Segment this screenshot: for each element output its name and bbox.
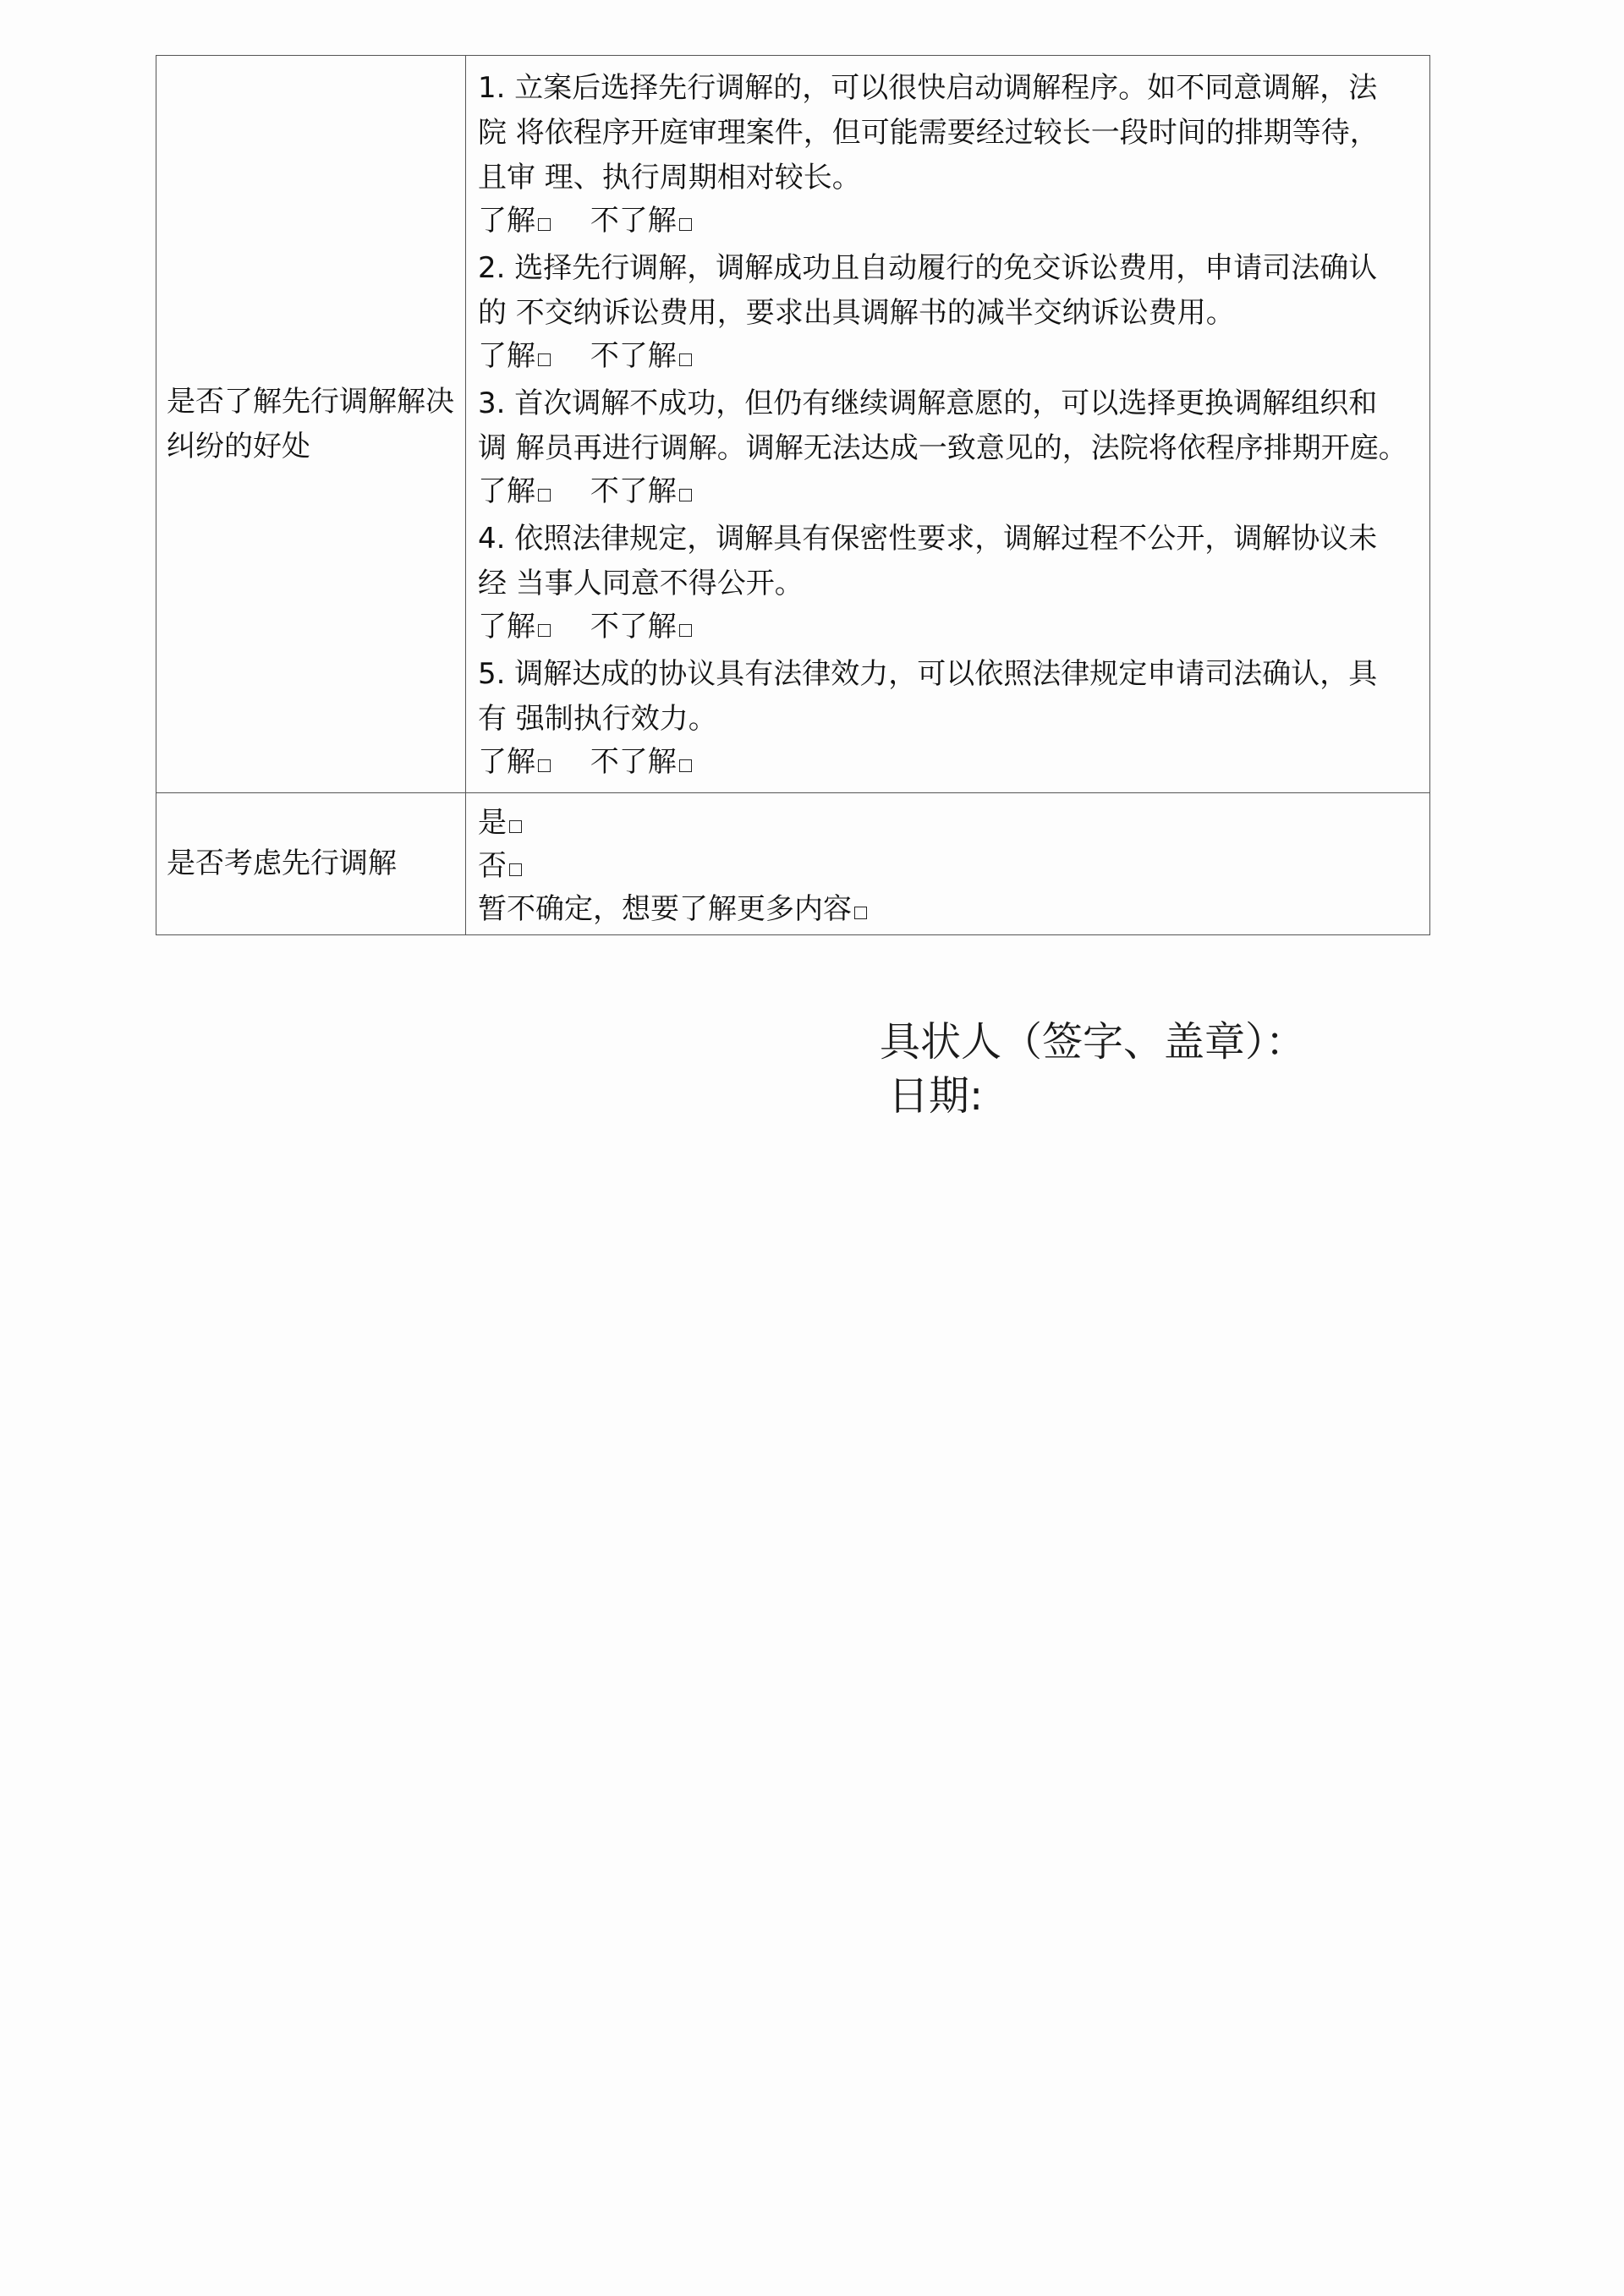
benefit-item-4 [478,517,1419,647]
benefit-item-5 [478,652,1419,782]
option-no-label: 否 [478,849,507,883]
checkbox-not-understand[interactable] [679,624,692,637]
option-unsure[interactable] [478,888,1419,931]
benefit-item-4-text [478,517,1419,606]
not-understand-option-label: 不了解 [590,339,677,373]
benefits-content [466,56,1430,793]
signature-block [880,1015,1306,1123]
benefit-item-1-line: 且审 理、执行周期相对较长。 [478,161,861,195]
benefit-item-2-text [478,246,1419,336]
benefit-item-5-text [478,652,1419,742]
benefit-item-3-line: 3. 首次调解不成功，但仍有继续调解意愿的，可以选择更换调解组织和 [478,386,1378,420]
option-yes-label: 是 [478,806,507,840]
understand-option-label: 了解 [478,339,535,373]
benefit-item-2 [478,246,1419,376]
checkbox-yes[interactable] [509,820,522,833]
row-label-benefits-text: 是否了解先行调解解决纠纷的好处 [167,384,454,463]
checkbox-understand[interactable] [538,489,551,501]
benefit-item-2-answer [478,336,1419,376]
table-row-mediation-benefits [156,56,1430,793]
checkbox-not-understand[interactable] [679,759,692,772]
benefit-item-1-answer [478,200,1419,241]
row-label-benefits [156,56,466,793]
row-label-consider [156,793,466,935]
not-understand-option-label: 不了解 [590,745,677,779]
benefit-item-4-line: 经 当事人同意不得公开。 [478,567,804,600]
date-label: 日期: [888,1072,984,1120]
checkbox-not-understand[interactable] [679,353,692,366]
understand-option[interactable] [478,336,551,376]
checkbox-not-understand[interactable] [679,218,692,231]
understand-option-label: 了解 [478,610,535,644]
checkbox-understand[interactable] [538,353,551,366]
not-understand-option[interactable] [590,606,692,647]
checkbox-not-understand[interactable] [679,489,692,501]
checkbox-unsure[interactable] [854,907,867,919]
benefit-item-1-line: 院 将依程序开庭审理案件，但可能需要经过较长一段时间的排期等待， [478,116,1379,150]
benefit-item-2-line: 2. 选择先行调解，调解成功且自动履行的免交诉讼费用，申请司法确认 [478,251,1378,285]
understand-option[interactable] [478,200,551,241]
not-understand-option[interactable] [590,471,692,512]
option-no[interactable] [478,845,1419,888]
benefit-item-3-text [478,381,1419,471]
understand-option[interactable] [478,606,551,647]
understand-option[interactable] [478,471,551,512]
checkbox-understand[interactable] [538,218,551,231]
benefit-item-5-answer [478,742,1419,782]
option-unsure-label: 暂不确定，想要了解更多内容 [478,892,852,926]
signer-label: 具状人（签字、盖章）： [880,1018,1307,1066]
not-understand-option-label: 不了解 [590,474,677,508]
benefit-item-3 [478,381,1419,512]
understand-option-label: 了解 [478,745,535,779]
checkbox-understand[interactable] [538,759,551,772]
table-row-consider-mediation [156,793,1430,935]
not-understand-option[interactable] [590,742,692,782]
understand-option-label: 了解 [478,474,535,508]
mediation-info-table [156,55,1430,935]
not-understand-option[interactable] [590,336,692,376]
benefit-item-5-line: 5. 调解达成的协议具有法律效力，可以依照法律规定申请司法确认，具 [478,657,1378,691]
understand-option-label: 了解 [478,204,535,238]
benefit-item-1-line: 1. 立案后选择先行调解的，可以很快启动调解程序。如不同意调解，法 [478,71,1378,105]
benefit-item-1 [478,66,1419,241]
benefit-item-2-line: 的 不交纳诉讼费用，要求出具调解书的减半交纳诉讼费用。 [478,296,1235,330]
benefit-item-1-text [478,66,1419,200]
benefit-item-3-line: 调 解员再进行调解。调解无法达成一致意见的，法院将依程序排期开庭。 [478,431,1407,465]
understand-option[interactable] [478,742,551,782]
not-understand-option[interactable] [590,200,692,241]
consider-options [466,793,1430,935]
row-label-consider-text: 是否考虑先行调解 [167,847,397,880]
not-understand-option-label: 不了解 [590,204,677,238]
benefit-item-3-answer [478,471,1419,512]
checkbox-no[interactable] [509,863,522,876]
option-yes[interactable] [478,802,1419,845]
benefit-item-5-line: 有 强制执行效力。 [478,702,717,736]
benefit-item-4-answer [478,606,1419,647]
benefit-item-4-line: 4. 依照法律规定，调解具有保密性要求，调解过程不公开，调解协议未 [478,522,1378,556]
not-understand-option-label: 不了解 [590,610,677,644]
checkbox-understand[interactable] [538,624,551,637]
